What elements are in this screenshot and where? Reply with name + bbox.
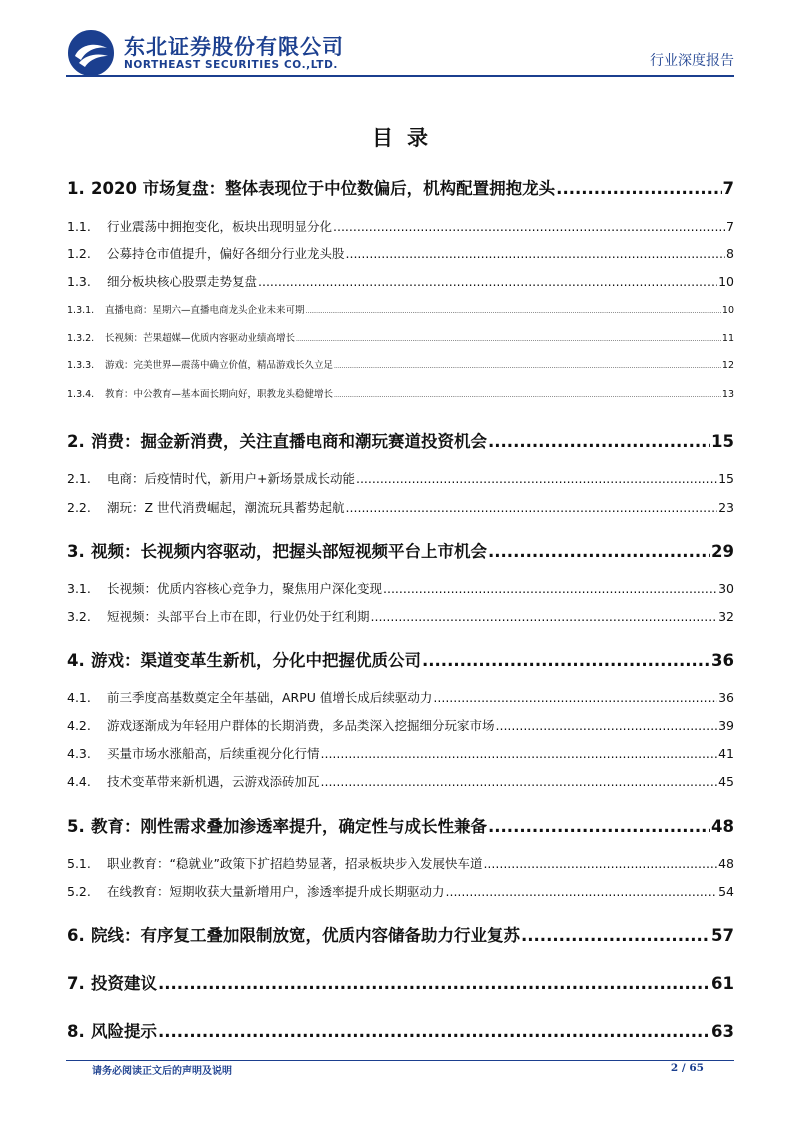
toc-entry-page: 32 xyxy=(718,609,734,624)
toc-entry-label: 技术变革带来新机遇，云游戏添砖加瓦 xyxy=(107,774,320,789)
toc-entry-label: 职业教育：“稳就业”政策下扩招趋势显著，招录板块步入发展快车道 xyxy=(107,856,483,871)
toc-entry-label: 公募持仓市值提升，偏好各细分行业龙头股 xyxy=(107,246,345,261)
toc-entry[interactable] xyxy=(67,175,734,199)
toc-entry-number: 1.3.4. xyxy=(67,389,95,400)
toc-entry[interactable] xyxy=(67,647,734,671)
toc-entry-page: 15 xyxy=(711,432,734,451)
toc-entry-page: 7 xyxy=(726,219,734,234)
toc-entry[interactable] xyxy=(67,922,734,946)
toc-entry[interactable] xyxy=(67,330,734,344)
toc-entry[interactable] xyxy=(67,469,734,487)
toc-entry[interactable] xyxy=(67,217,734,235)
toc-entry-label: 视频：长视频内容驱动，把握头部短视频平台上市机会 xyxy=(91,542,487,561)
toc-entry-page: 7 xyxy=(722,179,734,198)
toc-dot-leader xyxy=(521,926,710,945)
toc-dot-leader xyxy=(306,308,721,315)
toc-entry[interactable] xyxy=(67,744,734,762)
toc-entry-number: 1. xyxy=(67,179,85,198)
toc-entry-label: 2020 市场复盘：整体表现位于中位数偏后，机构配置拥抱龙头 xyxy=(91,179,556,198)
toc-entry-page: 57 xyxy=(711,926,734,945)
toc-entry-page: 8 xyxy=(726,246,734,261)
toc-entry-number: 1.3. xyxy=(67,274,91,289)
toc-dot-leader xyxy=(258,274,717,289)
toc-entry-label: 院线：有序复工叠加限制放宽，优质内容储备助力行业复苏 xyxy=(91,926,520,945)
toc-entry-number: 4. xyxy=(67,651,85,670)
company-name-en: NORTHEAST SECURITIES CO.,LTD. xyxy=(124,59,338,71)
toc-entry-number: 6. xyxy=(67,926,85,945)
toc-entry-page: 54 xyxy=(718,884,734,899)
toc-entry[interactable] xyxy=(67,882,734,900)
toc-entry-label: 买量市场水涨船高，后续重视分化行情 xyxy=(107,746,320,761)
toc-entry-number: 1.3.1. xyxy=(67,305,95,316)
toc-entry-number: 8. xyxy=(67,1022,85,1041)
toc-entry-number: 4.1. xyxy=(67,690,91,705)
toc-entry-page: 23 xyxy=(718,500,734,515)
toc-entry-page: 10 xyxy=(721,305,734,316)
toc-entry-number: 3.1. xyxy=(67,581,91,596)
toc-entry[interactable] xyxy=(67,244,734,262)
toc-entry-number: 2. xyxy=(67,432,85,451)
toc-dot-leader xyxy=(446,884,718,899)
toc-entry[interactable] xyxy=(67,688,734,706)
toc-entry-number: 5.2. xyxy=(67,884,91,899)
toc-entry-number: 7. xyxy=(67,974,85,993)
toc-entry-label: 教育：刚性需求叠加渗透率提升，确定性与成长性兼备 xyxy=(91,817,487,836)
toc-entry-page: 10 xyxy=(718,274,734,289)
toc-entry[interactable] xyxy=(67,302,734,316)
toc-entry[interactable] xyxy=(67,538,734,562)
toc-entry-page: 30 xyxy=(718,581,734,596)
toc-entry-page: 39 xyxy=(718,718,734,733)
company-logo-icon xyxy=(66,28,116,78)
toc-entry-number: 3.2. xyxy=(67,609,91,624)
toc-dot-leader xyxy=(371,609,718,624)
toc-entry-label: 游戏：渠道变革生新机，分化中把握优质公司 xyxy=(91,651,421,670)
toc-dot-leader xyxy=(296,336,721,343)
toc-entry-page: 48 xyxy=(711,817,734,836)
toc-entry-label: 在线教育：短期收获大量新增用户，渗透率提升成长期驱动力 xyxy=(107,884,445,899)
toc-dot-leader xyxy=(483,856,717,871)
toc-dot-leader xyxy=(433,690,717,705)
toc-entry-label: 长视频：芒果超媒—优质内容驱动业绩高增长 xyxy=(105,333,296,344)
toc-entry-page: 36 xyxy=(718,690,734,705)
toc-dot-leader xyxy=(488,817,710,836)
toc-entry-page: 45 xyxy=(718,774,734,789)
toc-entry[interactable] xyxy=(67,272,734,290)
toc-entry-number: 1.3.2. xyxy=(67,333,95,344)
toc-dot-leader xyxy=(334,392,721,399)
toc-dot-leader xyxy=(321,774,718,789)
toc-dot-leader xyxy=(158,1022,710,1041)
toc-entry-page: 15 xyxy=(718,471,734,486)
toc-entry[interactable] xyxy=(67,813,734,837)
toc-entry-label: 前三季度高基数奠定全年基础，ARPU 值增长成后续驱动力 xyxy=(107,690,433,705)
toc-entry-label: 潮玩：Z 世代消费崛起，潮流玩具蓄势起航 xyxy=(107,500,345,515)
toc-entry-number: 3. xyxy=(67,542,85,561)
toc-entry-label: 直播电商：星期六—直播电商龙头企业未来可期 xyxy=(105,305,305,316)
header-divider xyxy=(66,75,734,77)
toc-entry[interactable] xyxy=(67,428,734,452)
toc-dot-leader xyxy=(333,219,725,234)
toc-dot-leader xyxy=(422,651,710,670)
toc-entry[interactable] xyxy=(67,772,734,790)
footer-disclaimer: 请务必阅读正文后的声明及说明 xyxy=(92,1066,232,1077)
toc-title: 目录 xyxy=(372,126,442,150)
toc-entry-label: 长视频：优质内容核心竞争力，聚焦用户深化变现 xyxy=(107,581,383,596)
toc-entry[interactable] xyxy=(67,716,734,734)
toc-entry-label: 细分板块核心股票走势复盘 xyxy=(107,274,258,289)
footer-page-number: 2 / 65 xyxy=(670,1062,704,1074)
toc-entry-label: 短视频：头部平台上市在即，行业仍处于红利期 xyxy=(107,609,370,624)
toc-entry-label: 游戏：完美世界—震荡中确立价值，精品游戏长久立足 xyxy=(105,360,334,371)
toc-entry-number: 5. xyxy=(67,817,85,836)
toc-entry-number: 2.1. xyxy=(67,471,91,486)
toc-entry-number: 2.2. xyxy=(67,500,91,515)
toc-entry-page: 36 xyxy=(711,651,734,670)
toc-entry-page: 61 xyxy=(711,974,734,993)
company-name-cn: 东北证券股份有限公司 xyxy=(124,35,344,59)
toc-entry-label: 行业震荡中拥抱变化，板块出现明显分化 xyxy=(107,219,333,234)
toc-entry-number: 5.1. xyxy=(67,856,91,871)
toc-entry[interactable] xyxy=(67,1018,734,1042)
toc-dot-leader xyxy=(488,542,710,561)
page-header xyxy=(66,26,734,76)
toc-entry-number: 4.3. xyxy=(67,746,91,761)
toc-entry-page: 13 xyxy=(721,389,734,400)
toc-entry[interactable] xyxy=(67,970,734,994)
toc-entry-page: 48 xyxy=(718,856,734,871)
toc-entry-number: 1.3.3. xyxy=(67,360,95,371)
toc-entry-page: 29 xyxy=(711,542,734,561)
toc-entry[interactable] xyxy=(67,357,734,371)
toc-dot-leader xyxy=(383,581,717,596)
toc-entry-number: 4.4. xyxy=(67,774,91,789)
toc-entry-page: 63 xyxy=(711,1022,734,1041)
toc-dot-leader xyxy=(321,746,718,761)
toc-entry[interactable] xyxy=(67,854,734,872)
toc-dot-leader xyxy=(356,471,717,486)
toc-dot-leader xyxy=(334,363,721,370)
toc-entry-page: 12 xyxy=(721,360,734,371)
toc-dot-leader xyxy=(346,246,726,261)
toc-entry-label: 投资建议 xyxy=(91,974,157,993)
toc-entry[interactable] xyxy=(67,579,734,597)
toc-entry-page: 41 xyxy=(718,746,734,761)
toc-dot-leader xyxy=(488,432,710,451)
toc-entry-label: 电商：后疫情时代，新用户+新场景成长动能 xyxy=(107,471,355,486)
toc-entry-label: 游戏逐渐成为年轻用户群体的长期消费，多品类深入挖掘细分玩家市场 xyxy=(107,718,495,733)
toc-entry-page: 11 xyxy=(721,333,734,344)
toc-dot-leader xyxy=(158,974,710,993)
toc-entry-number: 4.2. xyxy=(67,718,91,733)
toc-entry-label: 教育：中公教育—基本面长期向好，职教龙头稳健增长 xyxy=(105,389,334,400)
toc-entry-number: 1.2. xyxy=(67,246,91,261)
toc-entry-label: 风险提示 xyxy=(91,1022,157,1041)
toc-entry[interactable] xyxy=(67,498,734,516)
toc-dot-leader xyxy=(346,500,718,515)
toc-dot-leader xyxy=(556,179,721,198)
toc-entry[interactable] xyxy=(67,607,734,625)
toc-entry[interactable] xyxy=(67,386,734,400)
toc-dot-leader xyxy=(496,718,718,733)
toc-entry-number: 1.1. xyxy=(67,219,91,234)
toc-entry-label: 消费：掘金新消费，关注直播电商和潮玩赛道投资机会 xyxy=(91,432,487,451)
report-type: 行业深度报告 xyxy=(650,53,734,69)
footer-divider xyxy=(66,1060,734,1061)
